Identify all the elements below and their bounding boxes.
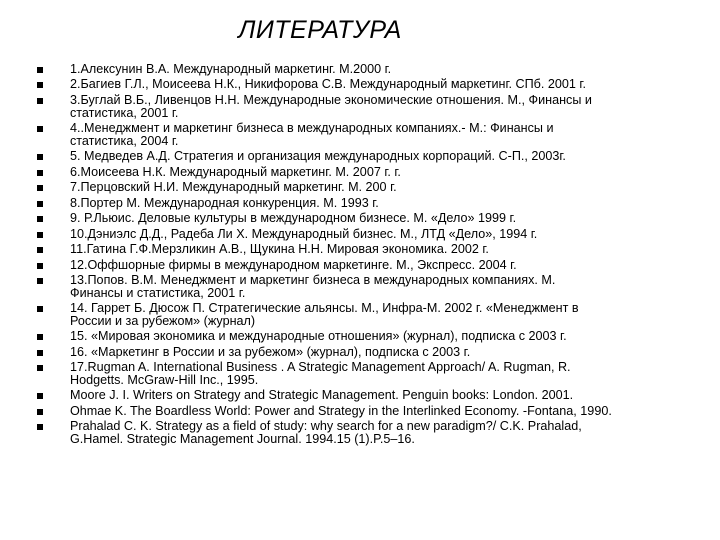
reference-item <box>0 197 720 210</box>
square-bullet-icon <box>37 247 43 253</box>
reference-text: 15. «Мировая экономика и международные отношения» (журнал), подписка с 2003 г. <box>70 329 567 344</box>
reference-item <box>0 228 720 241</box>
square-bullet-icon <box>37 424 43 430</box>
reference-text: Prahalad C. K. Strategy as a field of study: why search for a new paradigm?/ C.K. Prahalad, G.Hamel. Strategic Management Journal. 1994.15 (1).P.5–16. <box>70 419 582 446</box>
square-bullet-icon <box>37 350 43 356</box>
reference-text: 17.Rugman A. International Business . A Strategic Management Approach/ A. Rugman, R. Hodgetts. McGraw-Hill Inc., 1995. <box>70 360 571 387</box>
square-bullet-icon <box>37 334 43 340</box>
square-bullet-icon <box>37 67 43 73</box>
square-bullet-icon <box>37 278 43 284</box>
square-bullet-icon <box>37 154 43 160</box>
square-bullet-icon <box>37 185 43 191</box>
reference-item <box>0 243 720 256</box>
reference-item <box>0 212 720 225</box>
reference-item <box>0 420 720 445</box>
reference-text: Moore J. I. Writers on Strategy and Strategic Management. Penguin books: London. 2001. <box>70 388 574 403</box>
reference-item <box>0 302 720 327</box>
reference-text: 2.Багиев Г.Л., Моисеева Н.К., Никифорова С.В. Международный маркетинг. СПб. 2001 г. <box>70 77 586 92</box>
reference-item <box>0 63 720 76</box>
square-bullet-icon <box>37 263 43 269</box>
reference-text: 13.Попов. В.М. Менеджмент и маркетинг бизнеса в международных компаниях. М. Финансы и статистика, 2001 г. <box>70 273 556 300</box>
square-bullet-icon <box>37 201 43 207</box>
reference-text: 6.Моисеева Н.К. Международный маркетинг. М. 2007 г. г. <box>70 164 401 179</box>
reference-text: 5. Медведев А.Д. Стратегия и организация международных корпораций. С-П., 2003г. <box>70 149 566 164</box>
square-bullet-icon <box>37 170 43 176</box>
reference-item <box>0 150 720 163</box>
reference-text: 16. «Маркетинг в России и за рубежом» (журнал), подписка с 2003 г. <box>70 344 471 359</box>
reference-item <box>0 405 720 418</box>
reference-text: 4..Менеджмент и маркетинг бизнеса в международных компаниях.- М.: Финансы и статистика, 2004 г. <box>70 121 554 148</box>
reference-text: 7.Перцовский Н.И. Международный маркетинг. М. 200 г. <box>70 180 397 195</box>
reference-text: 3.Буглай В.Б., Ливенцов Н.Н. Международные экономические отношения. М., Финансы и статистика, 2001 г. <box>70 92 592 120</box>
reference-text: 14. Гаррет Б. Дюсож П. Стратегические альянсы. М., Инфра-М. 2002 г. «Менеджмент в России и за рубежом» (журнал) <box>70 301 579 328</box>
reference-text: 12.Оффшорные фирмы в международном маркетинге. М., Экспресс. 2004 г. <box>70 257 517 272</box>
square-bullet-icon <box>37 98 43 104</box>
reference-item <box>0 78 720 91</box>
reference-item <box>0 361 720 386</box>
reference-list <box>0 63 720 448</box>
reference-text: 11.Гатина Г.Ф.Мерзликин А.В., Щукина Н.Н. Мировая экономика. 2002 г. <box>70 242 489 257</box>
square-bullet-icon <box>37 393 43 399</box>
reference-item <box>0 346 720 359</box>
square-bullet-icon <box>37 216 43 222</box>
reference-item <box>0 166 720 179</box>
reference-item <box>0 259 720 272</box>
reference-item <box>0 122 720 147</box>
reference-item <box>0 181 720 194</box>
reference-text: Ohmae K. The Boardless World: Power and Strategy in the Interlinked Economy. -Fontana, 1990. <box>70 403 612 418</box>
square-bullet-icon <box>37 232 43 238</box>
square-bullet-icon <box>37 409 43 415</box>
reference-text: 10.Дэниэлс Д.Д., Радеба Ли Х. Международный бизнес. М., ЛТД «Дело», 1994 г. <box>70 226 538 241</box>
square-bullet-icon <box>37 306 43 312</box>
page-title: ЛИТЕРАТУРА <box>238 16 402 44</box>
reference-item <box>0 389 720 402</box>
reference-text: 8.Портер М. Международная конкуренция. М. 1993 г. <box>70 195 379 210</box>
reference-item <box>0 94 720 119</box>
reference-text: 9. Р.Льюис. Деловые культуры в международном бизнесе. М. «Дело» 1999 г. <box>70 211 517 226</box>
square-bullet-icon <box>37 365 43 371</box>
square-bullet-icon <box>37 126 43 132</box>
reference-item <box>0 330 720 343</box>
reference-item <box>0 274 720 299</box>
reference-text: 1.Алексунин В.А. Международный маркетинг. М.2000 г. <box>70 62 392 76</box>
square-bullet-icon <box>37 82 43 88</box>
